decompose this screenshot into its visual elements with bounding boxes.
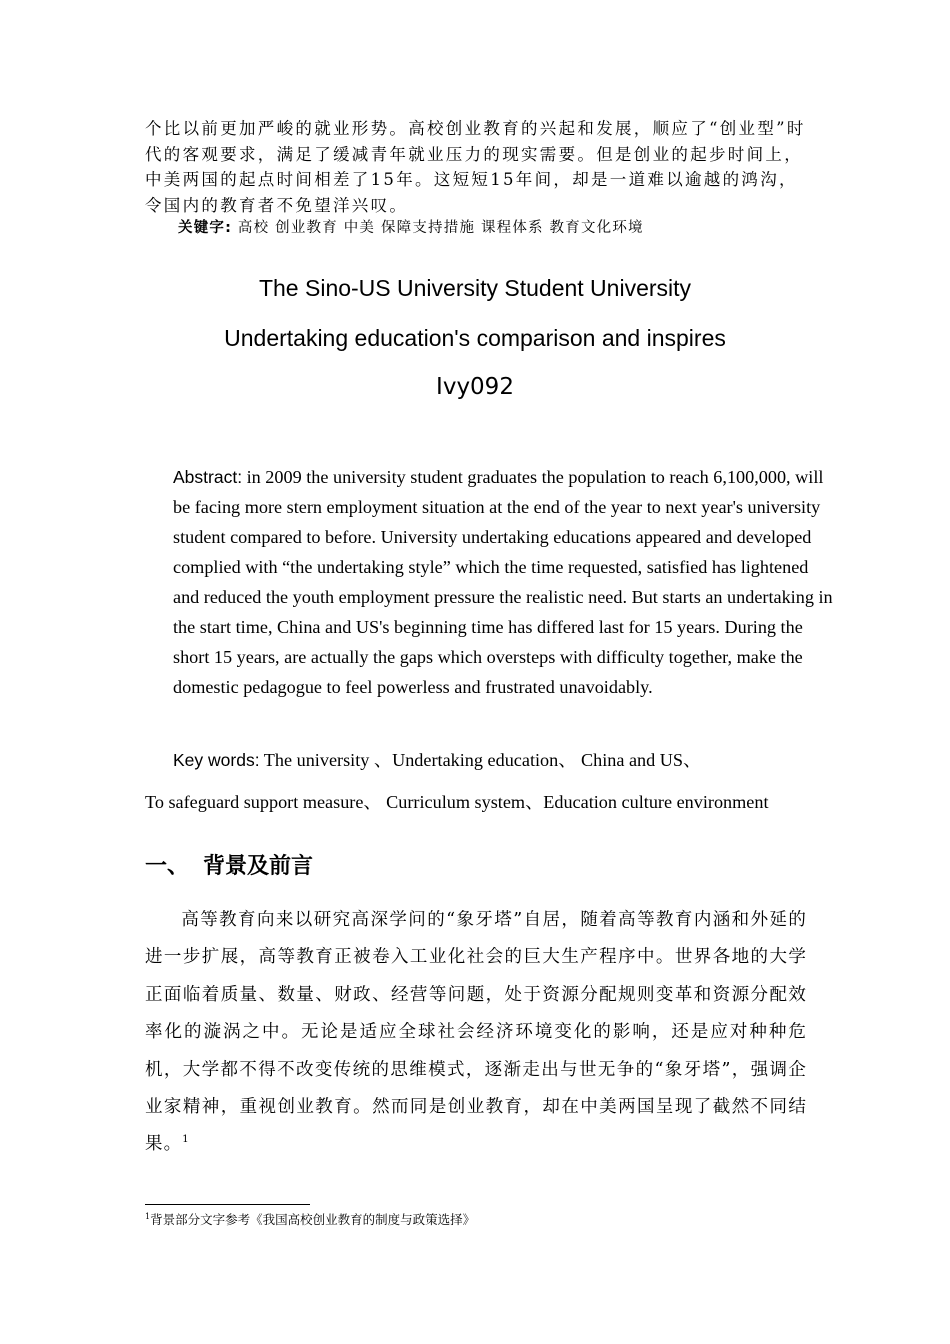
section-body-paragraph [145, 902, 807, 1164]
footnote-reference[interactable]: 1 [182, 1134, 190, 1146]
abstract-text: in 2009 the university student graduates the population to reach 6,100,000, will be facing more stern employment situation at the end of the year to next year's university student compared to before. University undertaking educations appeared and developed complied with “the undertaking style” which the time requested, satisfied has lightened and reduced the youth employment pressure the realistic need. But starts an undertaking in the start time, China and US's beginning time has differed last for 15 years. During the short 15 years, are actually the gaps which oversteps with difficulty together, make the domestic pedagogue to feel powerless and frustrated unavoidably. [173, 467, 833, 697]
footnote-text: 背景部分文字参考《我国高校创业教育的制度与政策选择》 [150, 1212, 476, 1227]
abstract-label: Abstract: [173, 467, 243, 487]
section-title: 背景及前言 [203, 854, 314, 879]
keywords-en-line2: To safeguard support measure、 Curriculum system、Education culture environment [145, 792, 769, 812]
author-name: Ivy092 [436, 374, 514, 400]
keywords-en-label: Key words: [173, 750, 260, 770]
title-en-line1: The Sino-US University Student University [258, 275, 692, 301]
section-body-text: 高等教育向来以研究高深学问的“象牙塔”自居，随着高等教育内涵和外延的进一步扩展，高等教育正被卷入工业化社会的巨大生产程序中。世界各地的大学正面临着质量、数量、财政、经营等问题，处于资源分配规则变革和资源分配效率化的漩涡之中。无论是适应全球社会经济环境变化的影响，还是应对种种危机，大学都不得不改变传统的思维模式，逐渐走出与世无争的“象牙塔”，强调企业家精神，重视创业教育。然而同是创业教育，却在中美两国呈现了截然不同结果。 [145, 910, 807, 1155]
title-en-line2: Undertaking education's comparison and inspires [224, 325, 726, 351]
section-heading [145, 851, 807, 883]
keywords-en-line1 [145, 745, 835, 775]
section-number: 一、 [145, 854, 190, 879]
keywords-en-line1-text: The university 、Undertaking education、 China and US、 [259, 750, 702, 770]
footnote-mark: 1 [145, 1211, 151, 1221]
keywords-cn [178, 216, 818, 240]
intro-paragraph-cn: 个比以前更加严峻的就业形势。高校创业教育的兴起和发展，顺应了“创业型”时代的客观要求，满足了缓减青年就业压力的现实需要。但是创业的起步时间上，中美两国的起点时间相差了15年。这短短15年间，却是一道难以逾越的鸿沟，令国内的教育者不免望洋兴叹。 [145, 119, 806, 215]
abstract-en [145, 462, 835, 702]
keywords-cn-text: 高校 创业教育 中美 保障支持措施 课程体系 教育文化环境 [232, 220, 644, 236]
footnote-separator [145, 1204, 310, 1205]
keywords-cn-label: 关键字: [178, 220, 233, 236]
footnote [145, 1211, 807, 1229]
